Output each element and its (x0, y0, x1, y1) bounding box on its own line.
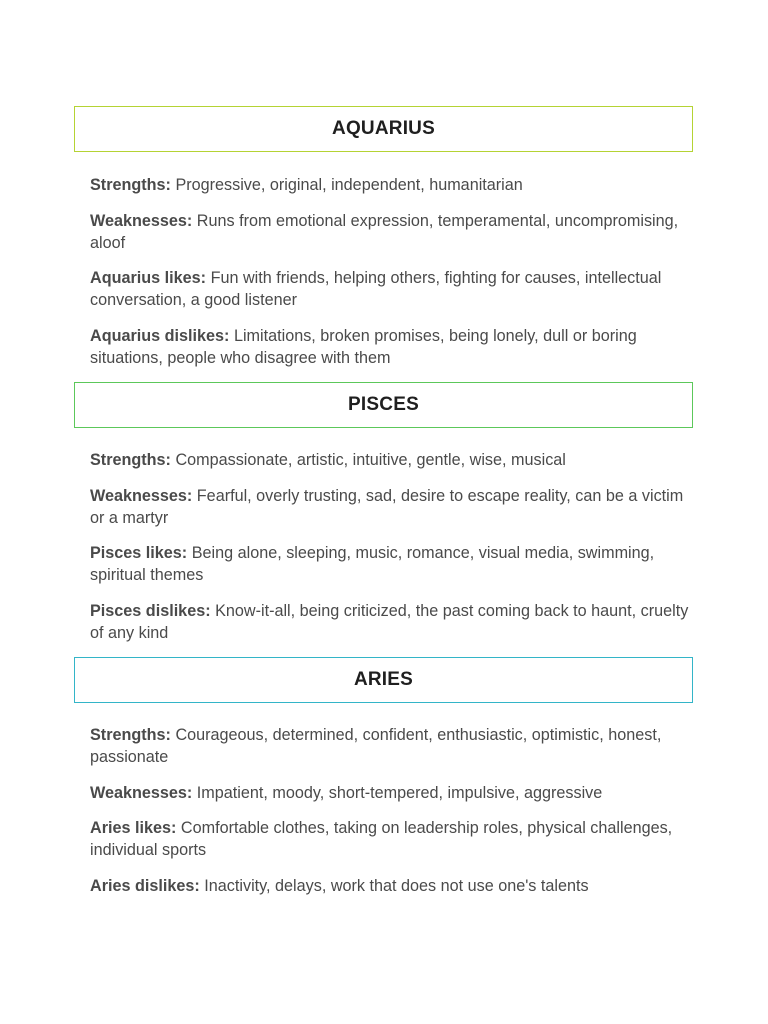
trait-label: Weaknesses: (90, 784, 193, 802)
trait-text: Runs from emotional expression, temperamental, uncompromising, aloof (90, 212, 679, 252)
pisces-dislikes (90, 600, 690, 644)
pisces-heading: PISCES (74, 382, 693, 428)
aquarius-heading: AQUARIUS (74, 106, 693, 152)
trait-text: Being alone, sleeping, music, romance, visual media, swimming, spiritual themes (90, 544, 655, 584)
pisces-likes (90, 542, 690, 586)
trait-label: Aries dislikes: (90, 877, 200, 895)
trait-label: Weaknesses: (90, 212, 193, 230)
aries-dislikes (90, 875, 690, 897)
trait-label: Strengths: (90, 451, 171, 469)
aries-strengths (90, 724, 690, 768)
trait-text: Know-it-all, being criticized, the past coming back to haunt, cruelty of any kind (90, 602, 689, 642)
trait-text: Comfortable clothes, taking on leadership roles, physical challenges, individual sports (90, 819, 673, 859)
trait-label: Pisces dislikes: (90, 602, 211, 620)
aries-likes (90, 817, 690, 861)
aquarius-weaknesses (90, 210, 690, 254)
trait-text: Fearful, overly trusting, sad, desire to escape reality, can be a victim or a martyr (90, 487, 684, 527)
pisces-strengths (90, 449, 690, 471)
trait-text: Progressive, original, independent, humanitarian (175, 176, 523, 194)
trait-label: Strengths: (90, 176, 171, 194)
trait-label: Strengths: (90, 726, 171, 744)
trait-label: Weaknesses: (90, 487, 193, 505)
aries-weaknesses (90, 782, 690, 804)
trait-label: Aries likes: (90, 819, 177, 837)
trait-text: Fun with friends, helping others, fighting for causes, intellectual conversation, a good listener (90, 269, 662, 309)
trait-label: Aquarius dislikes: (90, 327, 230, 345)
trait-text: Inactivity, delays, work that does not use one's talents (204, 877, 589, 895)
trait-label: Aquarius likes: (90, 269, 207, 287)
pisces-weaknesses (90, 485, 690, 529)
trait-label: Pisces likes: (90, 544, 188, 562)
aries-heading: ARIES (74, 657, 693, 703)
trait-text: Limitations, broken promises, being lonely, dull or boring situations, people who disagree with them (90, 327, 637, 367)
aquarius-likes (90, 267, 690, 311)
trait-text: Courageous, determined, confident, enthusiastic, optimistic, honest, passionate (90, 726, 662, 766)
aquarius-strengths (90, 174, 690, 196)
aquarius-dislikes (90, 325, 690, 369)
trait-text: Compassionate, artistic, intuitive, gentle, wise, musical (175, 451, 566, 469)
trait-text: Impatient, moody, short-tempered, impulsive, aggressive (196, 784, 603, 802)
